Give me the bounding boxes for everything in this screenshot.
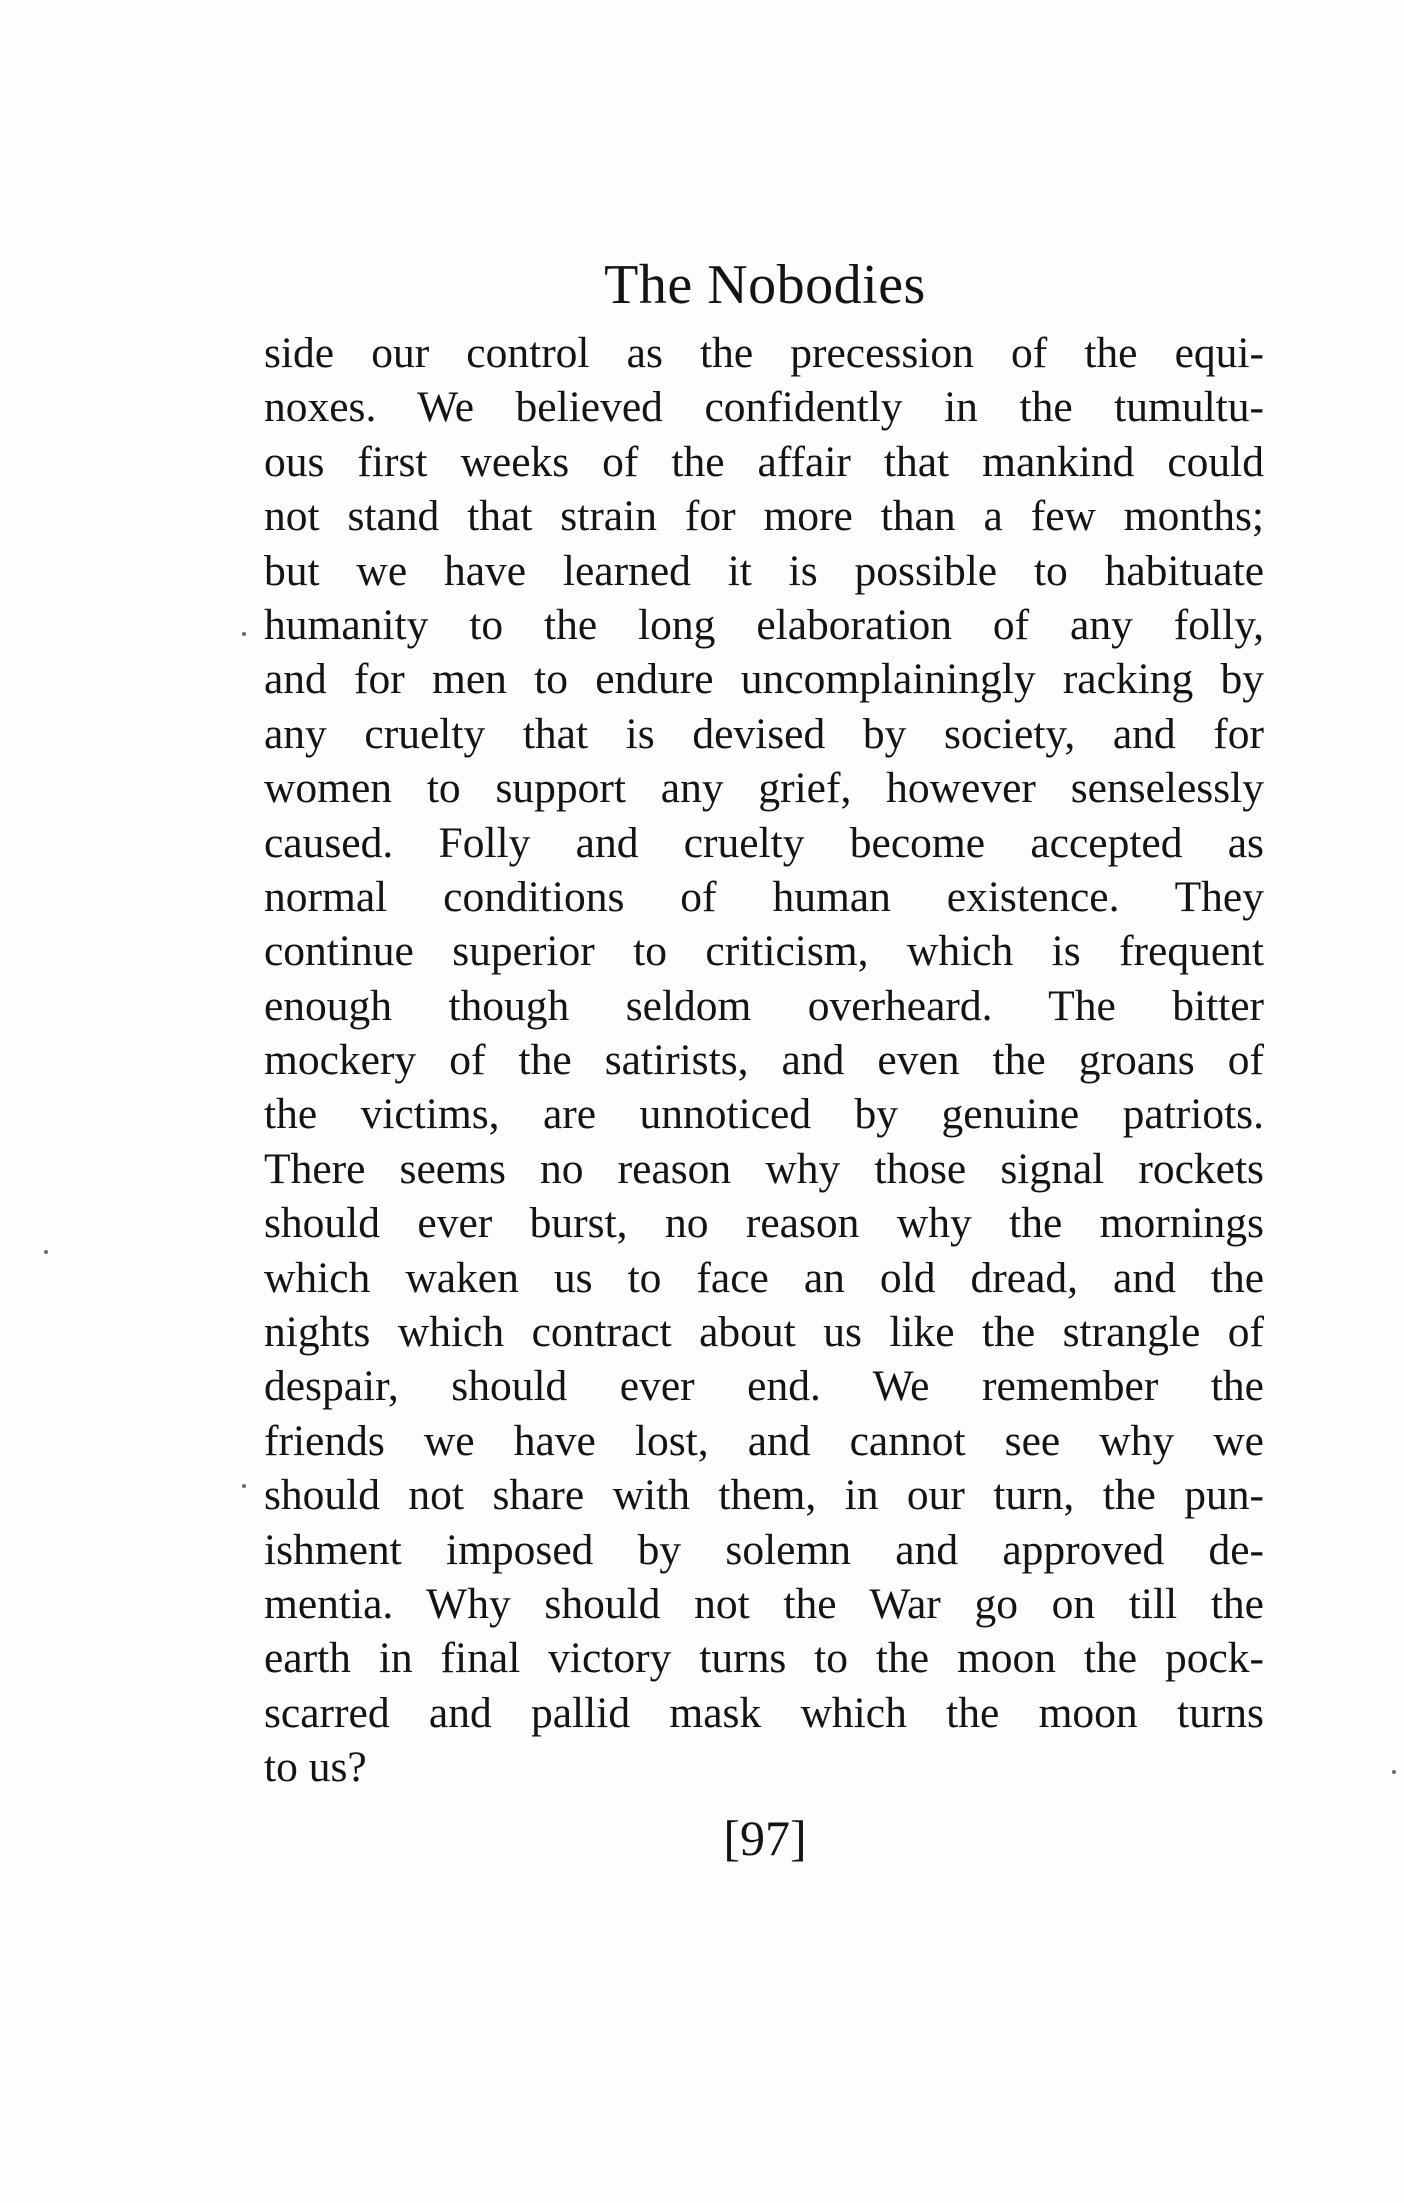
text-line: normal conditions of human existence. They [264,872,1264,921]
text-line: the victims, are unnoticed by genuine patriots. [264,1090,1264,1139]
text-line: ishment imposed by solemn and approved de- [264,1525,1264,1574]
text-line: despair, should ever end. We remember the [264,1362,1264,1411]
text-line: mentia. Why should not the War go on till the [264,1579,1264,1628]
text-line: There seems no reason why those signal rockets [264,1144,1264,1193]
text-line: friends we have lost, and cannot see why we [264,1416,1264,1465]
text-line: and for men to endure uncomplainingly racking by [264,655,1264,704]
text-line: should ever burst, no reason why the mornings [264,1199,1264,1248]
body-text [264,326,1264,1795]
text-line: not stand that strain for more than a few months; [264,492,1264,541]
page-number: [97] [723,1810,807,1866]
text-line: earth in final victory turns to the moon the pock- [264,1634,1264,1683]
text-line: noxes. We believed confidently in the tumultu- [264,383,1264,432]
paper-speck [1392,1770,1396,1774]
running-head: The Nobodies [604,254,926,316]
text-line: humanity to the long elaboration of any folly, [264,600,1264,649]
text-line: scarred and pallid mask which the moon turns [264,1688,1264,1737]
text-line: nights which contract about us like the strangle of [264,1308,1264,1357]
text-line: ous first weeks of the affair that mankind could [264,437,1264,486]
text-line: to us? [264,1743,367,1792]
paper-speck [242,632,246,636]
text-line: which waken us to face an old dread, and the [264,1253,1264,1302]
text-line: side our control as the precession of the equi- [264,329,1264,377]
text-line: continue superior to criticism, which is frequent [264,927,1264,976]
paper-speck [44,1250,48,1254]
text-line: mockery of the satirists, and even the groans of [264,1036,1264,1085]
text-line: enough though seldom overheard. The bitter [264,981,1264,1030]
text-line: any cruelty that is devised by society, and for [264,709,1264,758]
text-line: but we have learned it is possible to habituate [264,546,1264,595]
text-line: women to support any grief, however senselessly [264,764,1264,813]
text-line: should not share with them, in our turn, the pun- [264,1471,1264,1520]
text-line: caused. Folly and cruelty become accepted as [264,818,1264,867]
paper-speck [242,1484,246,1488]
